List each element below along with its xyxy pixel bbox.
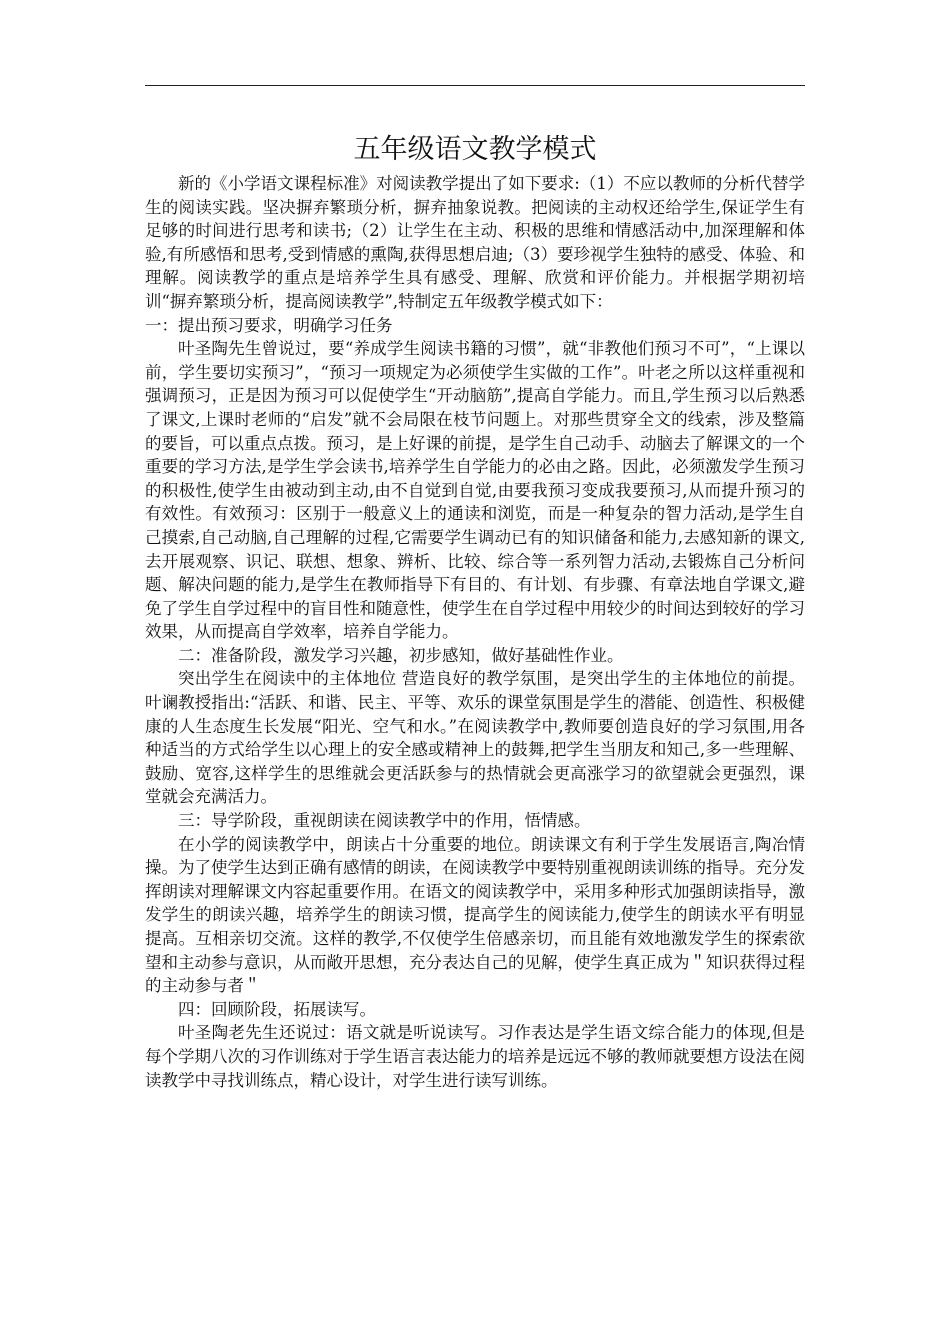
- paragraph-atmosphere: 突出学生在阅读中的主体地位 营造良好的教学氛围，是突出学生的主体地位的前提。叶谰教授指出:“活跃、和谐、民主、平等、欢乐的课堂氛围是学生的潜能、创造性、积极健康的人生态度生长发展“阳光、空气和水。”在阅读教学中,教师要创造良好的学习氛围,用各种适当的方式给学生以心理上的安全感或精神上的鼓舞,把学生当朋友和知己,多一些理解、鼓励、宽容,这样学生的思维就会更活跃参与的热情就会更高涨学习的欲望就会更强烈，课堂就会充满活力。: [145, 669, 805, 807]
- section-heading-2: 二：准备阶段，激发学习兴趣，初步感知，做好基础性作业。: [178, 645, 624, 665]
- document-body: [145, 128, 805, 1092]
- paragraph-preview: 叶圣陶先生曾说过，要“养成学生阅读书籍的习惯”，就“非教他们预习不可”，“上课以前，学生要切实预习”，“预习一项规定为必须使学生实做的工作”。叶老之所以这样重视和强调预习，正是因为预习可以促使学生“开动脑筋”,提高自学能力。而且,学生预习以后熟悉了课文,上课时老师的“启发”就不会局限在枝节问题上。对那些贯穿全文的线索，涉及整篇的要旨，可以重点点拨。预习，是上好课的前提，是学生自己动手、动脑去了解课文的一个重要的学习方法,是学生学会读书,培养学生自学能力的必由之路。因此，必须激发学生预习的积极性,使学生由被动到主动,由不自觉到自觉,由要我预习变成我要预习,从而提升预习的有效性。有效预习：区别于一般意义上的通读和浏览，而是一种复杂的智力活动,是学生自己摸索,自己动脑,自己理解的过程,它需要学生调动已有的知识储备和能力,去感知新的课文,去开展观察、识记、联想、想象、辨析、比较、综合等一系列智力活动,去锻炼自己分析问题、解决问题的能力,是学生在教师指导下有目的、有计划、有步骤、有章法地自学课文,避免了学生自学过程中的盲目性和随意性，使学生在自学过程中用较少的时间达到较好的学习效果，从而提高自学效率，培养自学能力。: [145, 339, 805, 642]
- paragraph-writing: 叶圣陶老先生还说过：语文就是听说读写。习作表达是学生语文综合能力的体现,但是每个学期八次的习作训练对于学生语言表达能力的培养是远远不够的教师就要想方设法在阅读教学中寻找训练点，精心设计，对学生进行读写训练。: [145, 1023, 805, 1090]
- section-heading-4: 四：回顾阶段，拓展读写。: [178, 999, 376, 1019]
- header-rule: [145, 85, 805, 86]
- document-title: 五年级语文教学模式: [353, 134, 597, 165]
- paragraph-reading-aloud: 在小学的阅读教学中，朗读占十分重要的地位。朗读课文有利于学生发展语言,陶冶情操。为了使学生达到正确有感情的朗读，在阅读教学中要特别重视朗读训练的指导。充分发挥朗读对理解课文内容起重要作用。在语文的阅读教学中，采用多种形式加强朗读指导，激发学生的朗读兴趣，培养学生的朗读习惯，提高学生的阅读能力,使学生的朗读水平有明显提高。互相亲切交流。这样的教学,不仅使学生倍感亲切，而且能有效地激发学生的探索欲望和主动参与意识，从而敞开思想，充分表达自己的见解，使学生真正成为＂知识获得过程的主动参与者＂: [145, 834, 805, 996]
- paragraph-intro: 新的《小学语文课程标准》对阅读教学提出了如下要求:（1）不应以教师的分析代替学生的阅读实践。坚决摒弃繁琐分析，摒弃抽象说教。把阅读的主动权还给学生,保证学生有足够的时间进行思考和读书;（2）让学生在主动、积极的思维和情感活动中,加深理解和体验,有所感悟和思考,受到情感的熏陶,获得思想启迪;（3）要珍视学生独特的感受、体验、和理解。阅读教学的重点是培养学生具有感受、理解、欣赏和评价能力。并根据学期初培训“摒弃繁琐分析，提高阅读教学”,特制定五年级教学模式如下：: [145, 174, 805, 311]
- section-heading-1: 一：提出预习要求，明确学习任务: [145, 315, 393, 335]
- section-heading-3: 三：导学阶段，重视朗读在阅读教学中的作用，悟情感。: [178, 811, 591, 831]
